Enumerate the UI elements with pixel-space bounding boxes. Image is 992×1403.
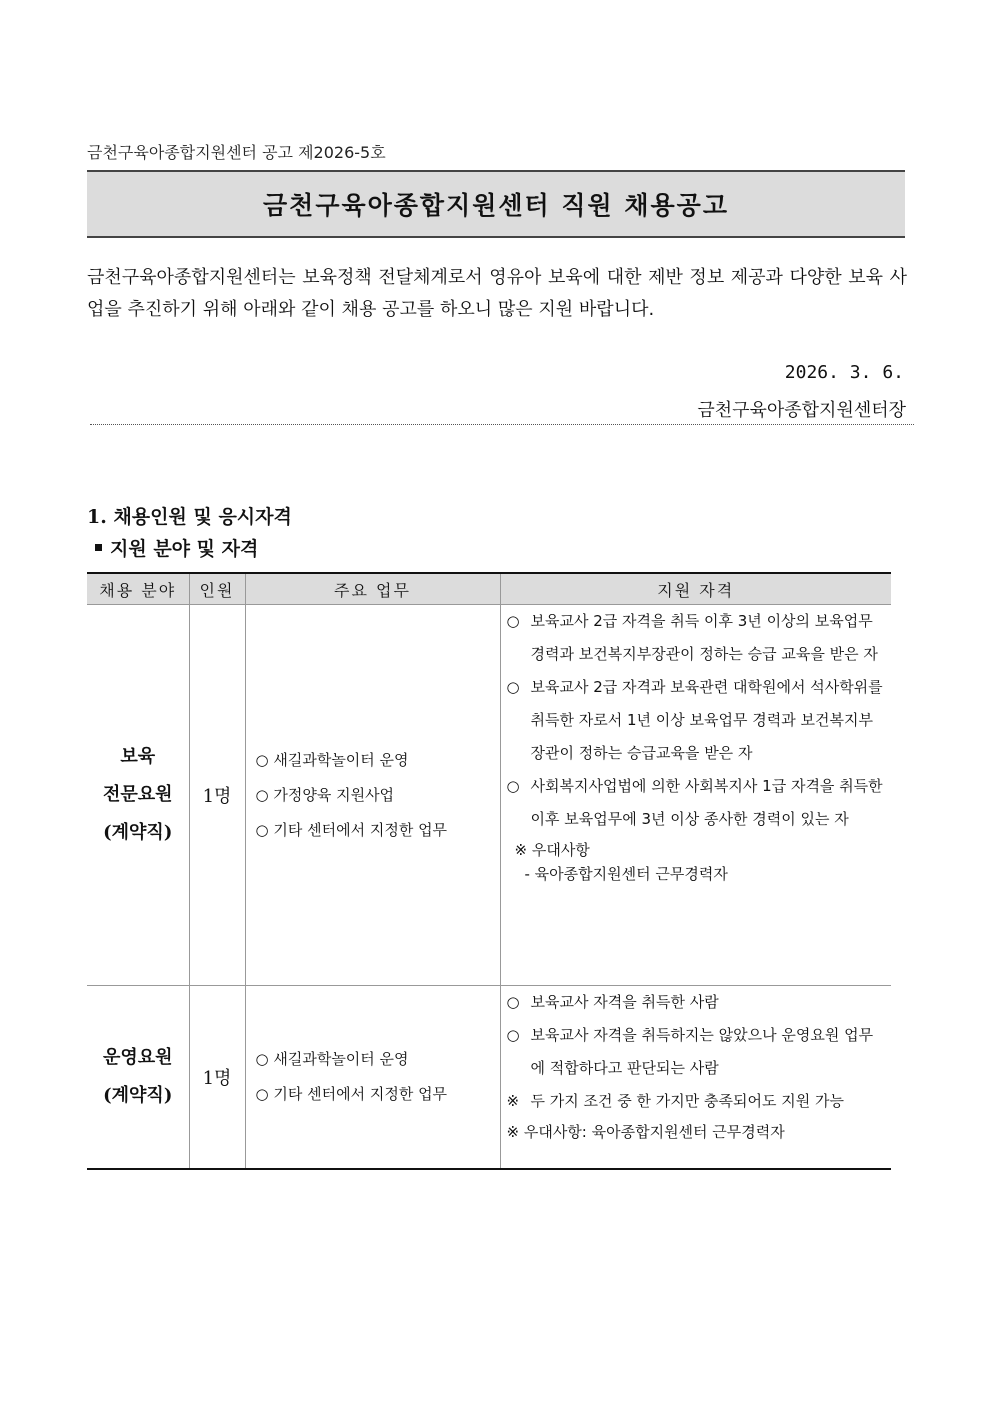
field-line: 전문요원 bbox=[102, 784, 173, 805]
qualification-item bbox=[507, 605, 886, 671]
row-count: 1명 bbox=[189, 605, 245, 986]
row-duties-cell bbox=[245, 605, 500, 986]
section-heading: 1. 채용인원 및 응시자격 bbox=[87, 506, 292, 528]
row-duties-cell bbox=[245, 986, 500, 1169]
field-line: 운영요원 bbox=[102, 1046, 173, 1068]
condition-note-text: 두 가지 조건 중 한 가지만 충족되어도 지원 가능 bbox=[530, 1092, 844, 1110]
qualification-text: 사회복지사업법에 의한 사회복지사 1급 자격을 취득한 이후 보육업무에 3년 이상 종사한 경력이 있는 자 bbox=[530, 777, 883, 828]
subheading-label: 지원 분야 및 자격 bbox=[110, 538, 259, 560]
circle-marker-icon: ○ bbox=[506, 612, 520, 630]
duty-item: ○ 기타 센터에서 지정한 업무 bbox=[255, 1084, 448, 1103]
section-subheading bbox=[95, 534, 258, 561]
issuer-name: 금천구육아종합지원센터장 bbox=[697, 400, 906, 421]
notice-number: 금천구육아종합지원센터 공고 제2026-5호 bbox=[87, 143, 386, 162]
preference-label: ※ 우대사항 bbox=[514, 841, 590, 859]
row-qualifications-cell bbox=[500, 605, 891, 986]
dotted-divider bbox=[90, 424, 914, 425]
square-bullet-icon bbox=[95, 544, 102, 551]
recruitment-table bbox=[87, 572, 891, 1170]
qualification-item bbox=[507, 770, 886, 836]
qualification-text: 보육교사 2급 자격과 보육관련 대학원에서 석사학위를 취득한 자로서 1년 이상 보육업무 경력과 보건복지부 장관이 정하는 승급교육을 받은 자 bbox=[530, 678, 883, 762]
reference-mark-icon: ※ bbox=[506, 1092, 520, 1110]
duty-item: ○ 기타 센터에서 지정한 업무 bbox=[255, 820, 448, 839]
page-title: 금천구육아종합지원센터 직원 채용공고 bbox=[263, 191, 729, 220]
header-duties: 주요 업무 bbox=[245, 573, 500, 605]
preference-item: - 육아종합지원센터 근무경력자 bbox=[524, 865, 728, 883]
qualification-item bbox=[507, 1019, 886, 1085]
qualification-text: 보육교사 자격을 취득하지는 않았으나 운영요원 업무에 적합하다고 판단되는 사람 bbox=[530, 1026, 874, 1077]
duty-item: ○ 새길과학놀이터 운영 bbox=[255, 1049, 409, 1068]
qualification-text: 보육교사 2급 자격을 취득 이후 3년 이상의 보육업무 경력과 보건복지부장관이 정하는 승급 교육을 받은 자 bbox=[530, 612, 878, 663]
header-qualifications: 지원 자격 bbox=[500, 573, 891, 605]
duty-item: ○ 가정양육 지원사업 bbox=[255, 785, 395, 804]
table-row bbox=[87, 605, 891, 986]
row-field-cell bbox=[87, 986, 189, 1169]
title-banner bbox=[87, 170, 905, 238]
duty-item: ○ 새길과학놀이터 운영 bbox=[255, 750, 409, 769]
header-count: 인원 bbox=[189, 573, 245, 605]
row-qualifications-cell bbox=[500, 986, 891, 1169]
table-header-row bbox=[87, 573, 891, 605]
qualification-text: 보육교사 자격을 취득한 사람 bbox=[530, 993, 719, 1011]
table-row bbox=[87, 986, 891, 1169]
circle-marker-icon: ○ bbox=[506, 678, 520, 696]
field-line: (계약직) bbox=[103, 822, 173, 843]
row-count: 1명 bbox=[189, 986, 245, 1169]
condition-note bbox=[507, 1085, 886, 1118]
header-field: 채용 분야 bbox=[87, 573, 189, 605]
qualification-item bbox=[507, 671, 886, 770]
circle-marker-icon: ○ bbox=[506, 993, 520, 1011]
field-line: (계약직) bbox=[103, 1084, 173, 1106]
preference-note: ※ 우대사항: 육아종합지원센터 근무경력자 bbox=[506, 1123, 785, 1141]
circle-marker-icon: ○ bbox=[506, 777, 520, 795]
notice-date: 2026. 3. 6. bbox=[784, 362, 904, 383]
circle-marker-icon: ○ bbox=[506, 1026, 520, 1044]
field-line: 보육 bbox=[120, 746, 156, 767]
qualification-item bbox=[507, 986, 886, 1019]
row-field-cell bbox=[87, 605, 189, 986]
intro-paragraph: 금천구육아종합지원센터는 보육정책 전달체계로서 영유아 보육에 대한 제반 정보 제공과 다양한 보육 사업을 추진하기 위해 아래와 같이 채용 공고를 하오니 많은 지원 바랍니다. bbox=[87, 267, 907, 320]
